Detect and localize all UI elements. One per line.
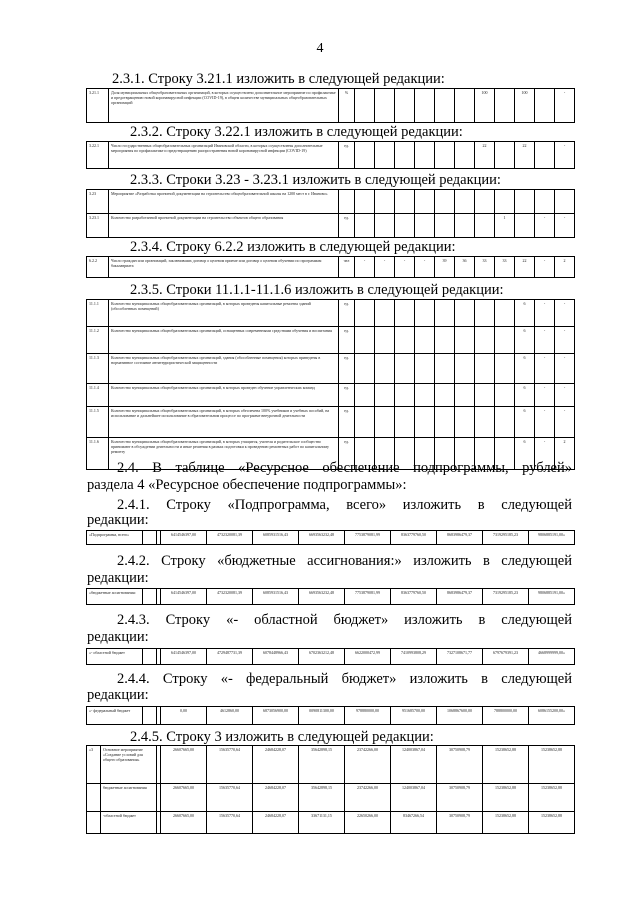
heading-2-3-3: 2.3.3. Строки 3.23 - 3.23.1 изложить в следующей редакции:	[130, 172, 501, 188]
paragraph-2-4-2-line1: 2.4.2. Строку «бюджетные ассигнования:» изложить в следующей	[117, 553, 572, 569]
table-row: «бюджетные ассигнования: 6414546397,00 4732320081,39 6085931516,43 6693563232,48 7753879081,99 8363779760,50 8683986479,37 7319295185,23 9806885191,00»	[87, 589, 575, 605]
paragraph-2-4-4-line1: 2.4.4. Строку «- федеральный бюджет» изложить в следующей	[117, 671, 572, 687]
table-row: 6.2.2 Число граждан или организаций, заключивших договор о целевом приеме или договор о целевом обучении по программам бакалавриата чел - - - - 39 36 33 33 22 - 2	[87, 257, 575, 278]
paragraph-2-4-3-line2: редакции:	[87, 629, 149, 645]
paragraph-2-4-2-line2: редакции:	[87, 570, 149, 586]
table-subprogram-total	[86, 530, 575, 545]
paragraph-2-4-1-line1: 2.4.1. Строку «Подпрограмма, всего» изложить в следующей	[117, 497, 572, 513]
table-body	[87, 300, 575, 470]
table-row: 11.1.5 Количество муниципальных общеобразовательных организаций, в которых обеспечена 100% учебников и учебных пособий, на использование и дальнейшее использование в образовательном процессе по программе внеурочной деятельности ед. 6 - -	[87, 407, 575, 438]
page-number: 4	[316, 41, 324, 56]
table-row: 11.1.4 Количество муниципальных общеобразовательных организаций, в которых проведен обучение управленческих команд ед. 6 - -	[87, 384, 575, 407]
table-row: 3.21.1 Доля муниципальных общеобразовательных организаций, в которых осуществлено дополнительное мероприятие по профилактике и предотвращению новой коронавирусной инфекции (COVID-19), в общем количестве муниципальных общеобразовательных организаций % 100 100 -	[87, 89, 575, 123]
table-row: «3 Основное мероприятие «Создание условий для общего образования» 26607665,00 15635770,64 24684228,07 35642898,15 23742266,00 124003867,04 30750908,79 15238652,88 15238652,88	[87, 746, 575, 784]
table-federal-budget	[86, 706, 575, 725]
table-3-23	[86, 189, 575, 238]
heading-2-3-1: 2.3.1. Строку 3.21.1 изложить в следующей редакции:	[112, 71, 445, 87]
table-row: 3.23 Мероприятие «Разработка проектной документации на строительство общеобразовательной школы на 1200 мест в г. Иваново»	[87, 190, 575, 214]
table-row: «- федеральный бюджет 0,00 4612860,00 6873056900,00 0090811300,00 978880000,00 951685700,00 1068867600,00 788800000,00 6086155200,00»	[87, 707, 575, 725]
table-row: 3.23.1 Количество разработанной проектной документации на строительство объектов общего образования ед. 1 - -	[87, 214, 575, 238]
table-3-21-1	[86, 88, 575, 123]
table-row: 3.22.1 Число государственных общеобразовательных организаций Ивановской области, в которых осуществлены дополнительные мероприятия по профилактике и предотвращению распространения новой коронавирусной инфекции (COVID-19) ед. 22 22 -	[87, 142, 575, 169]
heading-2-3-5: 2.3.5. Строки 11.1.1-11.1.6 изложить в следующей редакции:	[130, 282, 504, 298]
table-row: -областной бюджет 26607665,00 15635770,64 24684228,07 33671131,15 22650266,00 83467266,54 30750908,79 15238652,88 15238652,88	[87, 812, 575, 834]
table-row-3	[86, 745, 575, 834]
table-row: 11.1.6 Количество муниципальных общеобразовательных организаций, в которых учащиеся, учителя и родительское сообщество принимают в обсуждении деятельности и иные решения в рамках подготовки к проведению ремонтных работ по капитальному ремонту ед. 6 - 2	[87, 438, 575, 470]
heading-2-3-4: 2.3.4. Строку 6.2.2 изложить в следующей редакции:	[130, 239, 456, 255]
table-6-2-2	[86, 256, 575, 278]
table-row: 11.1.2 Количество муниципальных общеобразовательных организаций, оснащенных современными средствами обучения и воспитания ед. 6 - -	[87, 327, 575, 354]
paragraph-2-4-3-line1: 2.4.3. Строку «- областной бюджет» изложить в следующей	[117, 612, 572, 628]
heading-2-4-5: 2.4.5. Строку 3 изложить в следующей редакции:	[130, 729, 434, 745]
table-row: 11.1.1 Количество муниципальных общеобразовательных организаций, в которых проведены капитальные ремонты зданий (обособленных помещений) ед. 6 - -	[87, 300, 575, 327]
heading-2-3-2: 2.3.2. Строку 3.22.1 изложить в следующей редакции:	[130, 124, 463, 140]
paragraph-2-4-line1: 2.4. В таблице «Ресурсное обеспечение подпрограммы, рублей»	[117, 460, 572, 476]
table-row: «- областной бюджет 6414546397,00 4729487731,39 6078448966,43 6702363212,48 6622000472,99 7410993808,29 7327108671,77 6797679391,23 4668999999,00»	[87, 649, 575, 665]
table-row: бюджетные ассигнования 26607665,00 15635770,64 24684228,07 35642898,15 23742266,00 124003867,04 30750908,79 15238652,88 15238652,88	[87, 784, 575, 812]
paragraph-2-4-line2: раздела 4 «Ресурсное обеспечение подпрограммы»:	[87, 477, 407, 493]
table-body	[87, 746, 575, 834]
table-row: «Подпрограмма, всего» 6414546397,00 4732320081,39 6085931516,43 6693563232,48 7753879081,99 8363779760,50 8683986479,37 7319295185,23 9806885191,00»	[87, 531, 575, 545]
table-row: 11.1.3 Количество муниципальных общеобразовательных организаций, здания (обособленные помещения) которых приведены в нормативное состояние антитеррористической защищенности ед. 6 - -	[87, 354, 575, 384]
table-regional-budget	[86, 648, 575, 665]
table-3-22-1	[86, 141, 575, 169]
table-11-1	[86, 299, 575, 470]
table-budget-allocations	[86, 588, 575, 605]
paragraph-2-4-4-line2: редакции:	[87, 687, 149, 703]
paragraph-2-4-1-line2: редакции:	[87, 512, 149, 528]
